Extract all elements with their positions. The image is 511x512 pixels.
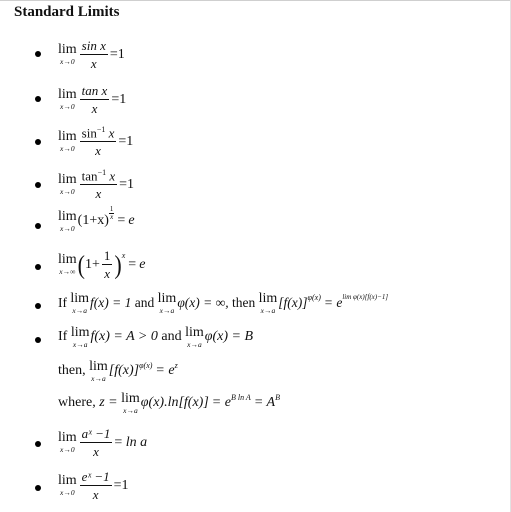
limit-item-e-inf: lim x→∞ ( 1+ $\frac{1}{x}$ ) x = e	[0, 246, 505, 288]
lim-operator: lim x→a	[89, 359, 108, 383]
limit-item-one-power-inf: If lim x→a f(x) = 1 and lim x→a φ(x) = ∞, then lim x→a [f(x)] φ(x) = e lim φ(x)[f(x)−1]	[0, 290, 505, 324]
exponent-fraction: $\frac{1}{x}$	[109, 204, 114, 221]
top-border	[0, 0, 511, 1]
bullet	[35, 223, 41, 229]
lim-operator: lim x→0	[58, 42, 77, 67]
limit-item-arctan: lim x→0 $\frac{\tan^{-1} x}{x}$ = 1	[0, 166, 505, 208]
limit-item-log-a: lim x→0 $\frac{\text{aˣ −1}}{x}$ = ln a	[0, 424, 505, 464]
fraction: $\frac{\sin^{-1} x}{x}$	[81, 125, 115, 159]
fraction: $\frac{1}{x}$	[103, 248, 111, 281]
lim-operator: lim x→a	[157, 291, 177, 315]
lim-operator: lim x→0	[58, 209, 77, 233]
limit-item-tan: lim x→0 $\frac{\text{tan x}}{x}$ = 1	[0, 81, 505, 121]
bullet	[35, 303, 41, 309]
bullet	[35, 264, 41, 270]
bullet	[35, 96, 41, 102]
bullet	[35, 485, 41, 491]
lim-operator: lim x→a	[185, 325, 204, 349]
bullet	[35, 139, 41, 145]
bullet	[35, 441, 41, 447]
limit-item-sin: lim x→0 $\frac{\text{sin x}}{x}$ = 1	[0, 36, 505, 76]
lim-operator: lim x→0	[58, 172, 77, 197]
bullet	[35, 51, 41, 57]
limit-item-e-def: lim x→0 (1+x) $\frac{1}{x}$ = e	[0, 204, 505, 244]
fraction: $\frac{\text{sin x}}{x}$	[81, 38, 106, 71]
fraction: $\frac{\text{aˣ −1}}{x}$	[81, 426, 111, 459]
lim-operator: lim x→0	[58, 129, 77, 154]
lim-operator: lim x→0	[58, 473, 77, 498]
lim-operator: lim x→∞	[58, 252, 77, 277]
fraction: $\frac{\text{eˣ −1}}{x}$	[81, 469, 110, 502]
page-title: Standard Limits	[14, 4, 120, 20]
fraction: $\frac{\tan^{-1} x}{x}$	[81, 168, 116, 202]
lim-operator: lim x→a	[70, 325, 90, 349]
lim-operator: lim x→0	[58, 87, 77, 112]
limit-item-exp: lim x→0 $\frac{\text{eˣ −1}}{x}$ = 1	[0, 468, 505, 508]
fraction: $\frac{\text{tan x}}{x}$	[81, 83, 108, 116]
bullet	[35, 337, 41, 343]
bullet	[35, 182, 41, 188]
lim-operator: lim x→a	[70, 291, 90, 315]
lim-operator: lim x→a	[121, 391, 140, 415]
limit-item-arcsin: lim x→0 $\frac{\sin^{-1} x}{x}$ = 1	[0, 123, 505, 165]
lim-operator: lim x→a	[258, 291, 278, 315]
limit-item-general-power: If lim x→a f(x) = A > 0 and lim x→a φ(x) = B then, lim x→a [f(x)] φ(x) = e z where, z = lim x→a φ(x).ln [f(x)] = e B ln A = A B	[0, 326, 505, 426]
lim-operator: lim x→0	[58, 430, 77, 455]
